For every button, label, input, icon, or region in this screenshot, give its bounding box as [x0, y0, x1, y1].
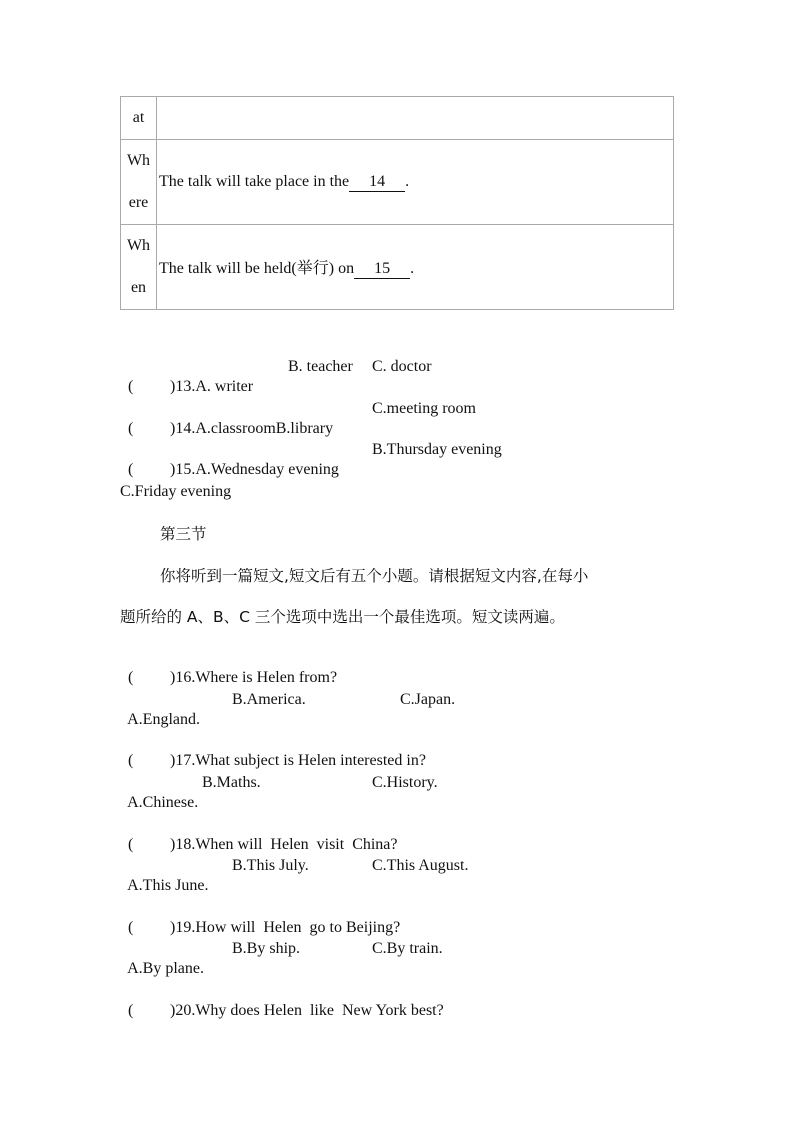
- answer-blank-14[interactable]: 14: [349, 173, 405, 192]
- question-16-options: A.England. B.America. C.Japan.: [127, 691, 456, 728]
- question-18: ( )18.When will Helen visit China?: [128, 836, 398, 853]
- table-row: [121, 140, 674, 225]
- row-value: The talk will take place in the 14 .: [157, 140, 674, 225]
- question-19: ( )19.How will Helen go to Beijing?: [128, 919, 401, 936]
- question-17-options: A.Chinese. B.Maths. C.History.: [127, 774, 438, 811]
- answer-paren[interactable]: (: [128, 1002, 134, 1019]
- instructions-line-1: 你将听到一篇短文,短文后有五个小题。请根据短文内容,在每小: [160, 567, 589, 585]
- section-title: 第三节: [160, 525, 207, 543]
- question-15: ( )15.A.Wednesday evening B.Thursday evening: [128, 441, 502, 478]
- answer-paren[interactable]: (: [128, 461, 134, 478]
- question-14: ( )14.A.classroomB.library C.meeting room: [128, 400, 476, 437]
- question-17: ( )17.What subject is Helen interested in?: [128, 752, 426, 769]
- table-row: [121, 225, 674, 310]
- answer-blank-15[interactable]: 15: [354, 260, 410, 279]
- question-19-options: A.By plane. B.By ship. C.By train.: [127, 940, 443, 977]
- table-row: [121, 97, 674, 140]
- answer-paren[interactable]: (: [128, 669, 134, 686]
- answer-paren[interactable]: (: [128, 836, 134, 853]
- row-label: Wh en: [121, 225, 157, 310]
- answer-paren[interactable]: (: [128, 378, 134, 395]
- answer-paren[interactable]: (: [128, 919, 134, 936]
- question-18-options: A.This June. B.This July. C.This August.: [127, 857, 469, 894]
- row-value: The talk will be held(举行) on 15 .: [157, 225, 674, 310]
- question-20: ( )20.Why does Helen like New York best?: [128, 1002, 444, 1019]
- question-16: ( )16.Where is Helen from?: [128, 669, 338, 686]
- row-value: [157, 97, 674, 140]
- answer-paren[interactable]: (: [128, 752, 134, 769]
- row-label: Wh ere: [121, 140, 157, 225]
- row-label: at: [121, 97, 157, 140]
- instructions-line-2: 题所给的 A、B、C 三个选项中选出一个最佳选项。短文读两遍。: [120, 608, 565, 626]
- question-13: ( )13.A. writer B. teacher C. doctor: [128, 358, 432, 395]
- answer-paren[interactable]: (: [128, 420, 134, 437]
- info-table: [120, 96, 674, 310]
- question-15-option-c: C.Friday evening: [120, 483, 232, 500]
